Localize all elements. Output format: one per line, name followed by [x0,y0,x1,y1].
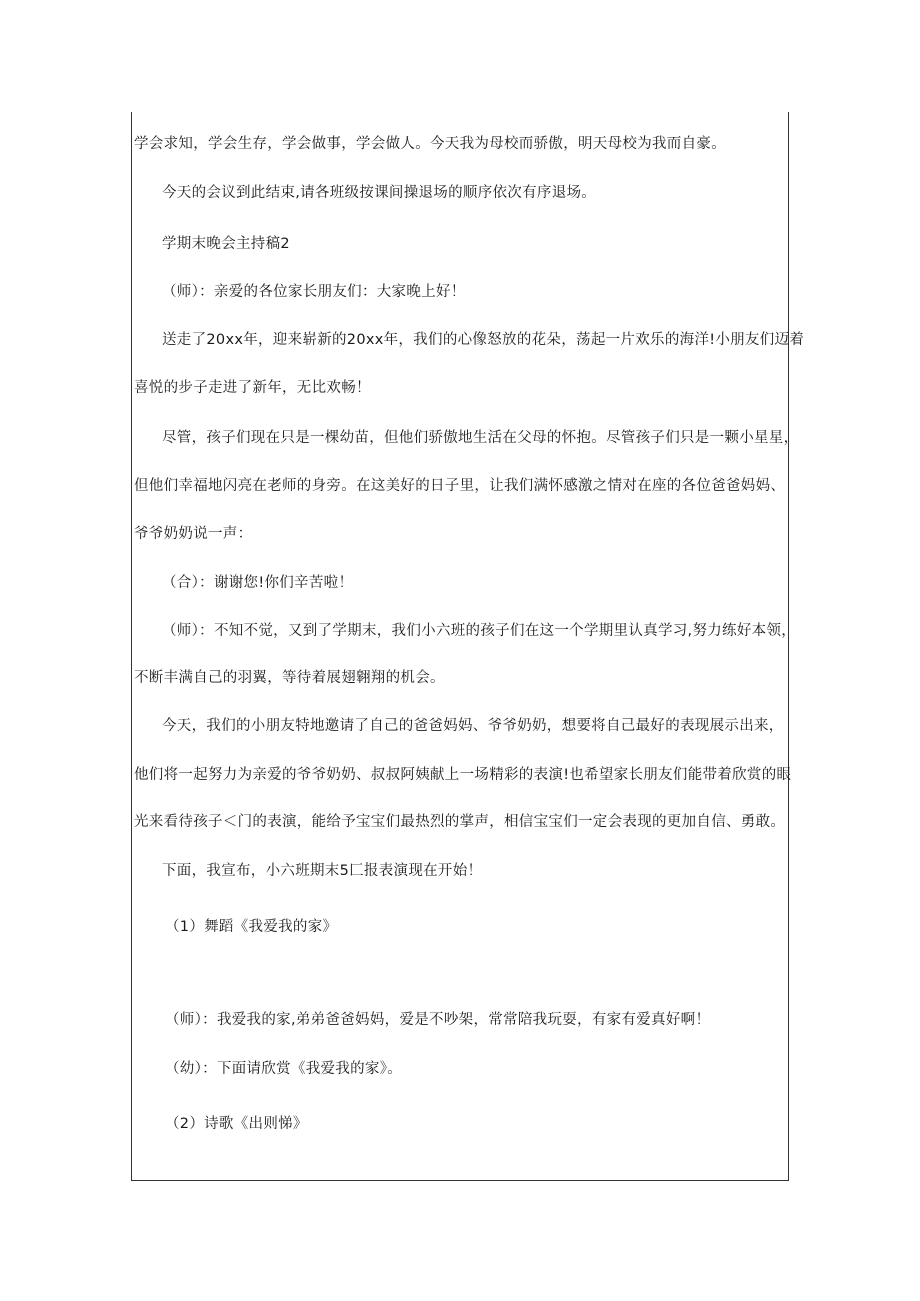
paragraph-line: （师）：不知不觉，又到了学期末，我们小六班的孩子们在这一个学期里认真学习,努力练好本领， [162,623,797,639]
paragraph-line: 今天的会议到此结束,请各班级按课间操退场的顺序依次有序退场。 [162,185,597,201]
paragraph-line: 今天，我们的小朋友特地邀请了自己的爸爸妈妈、爷爷奶奶，想要将自己最好的表现展示出来， [162,718,784,734]
paragraph-line: 喜悦的步子走进了新年，无比欢畅！ [134,380,371,396]
paragraph-line: （师）：我爱我的家,弟弟爸爸妈妈，爱是不吵架，常常陪我玩耍，有家有爱真好啊！ [165,1012,711,1028]
paragraph-line: 但他们幸福地闪亮在老师的身旁。在这美好的日子里，让我们满怀感激之情对在座的各位爸爸妈妈、 [134,478,786,494]
paragraph-line: 尽管，孩子们现在只是一棵幼苗，但他们骄傲地生活在父母的怀抱。尽管孩子们只是一颗小星星， [162,430,799,446]
paragraph-line: （师）：亲爱的各位家长朋友们：大家晚上好！ [162,284,466,300]
paragraph-line: 不断丰满自己的羽翼，等待着展翅翱翔的机会。 [134,670,445,686]
paragraph-line: 下面，我宣布，小六班期末5匚报表演现在开始！ [162,863,483,879]
paragraph-line: 光来看待孩子＜门的表演，能给予宝宝们最热烈的掌声，相信宝宝们一定会表现的更加自信、勇敢。 [134,814,786,830]
paragraph-line: （合）：谢谢您!你们辛苦啦！ [162,575,354,591]
program-item: （2）诗歌《出则悌》 [165,1116,308,1132]
program-item: （1）舞蹈《我爱我的家》 [165,919,338,935]
paragraph-line: 他们将一起努力为亲爱的爷爷奶奶、叔叔阿姨献上一场精彩的表演!也希望家长朋友们能带着欣赏的眼 [134,767,792,783]
paragraph-line: （幼）：下面请欣赏《我爱我的家》。 [165,1061,403,1077]
section-heading: 学期末晚会主持稿2 [162,236,290,252]
paragraph-line: 学会求知，学会生存，学会做事，学会做人。今天我为母校而骄傲，明天母校为我而自豪。 [134,136,726,152]
paragraph-line: 送走了20xx年，迎来崭新的20xx年，我们的心像怒放的花朵，荡起一片欢乐的海洋!小朋友们迈着 [162,332,805,348]
paragraph-line: 爷爷奶奶说一声： [134,526,253,542]
